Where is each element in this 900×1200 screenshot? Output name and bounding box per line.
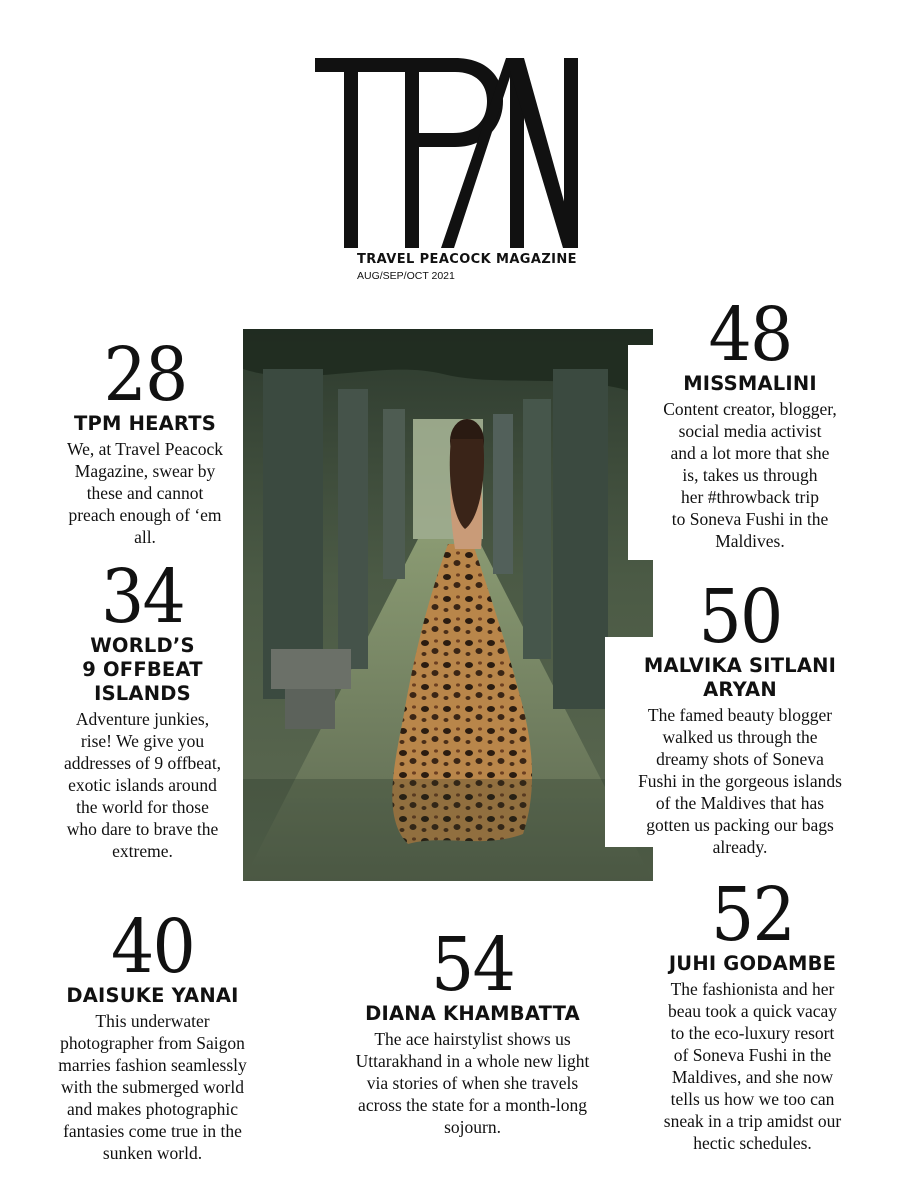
page-number: 40: [111, 904, 194, 990]
contents-entry-28[interactable]: [40, 332, 250, 548]
page-number: 34: [101, 554, 184, 640]
entry-title: MALVIKA SITLANI ARYAN: [643, 654, 837, 701]
contents-entry-40[interactable]: [30, 904, 275, 1164]
page-number: 52: [711, 872, 794, 958]
entry-title: TPM HEARTS: [73, 412, 216, 435]
entry-description: We, at Travel Peacock Magazine, swear by these and cannot preach enough of ‘em all.: [66, 439, 224, 547]
page-number: 48: [708, 292, 792, 378]
contents-entry-52[interactable]: [640, 872, 865, 1154]
entry-title: MISSMALINI: [683, 372, 817, 395]
contents-entry-54[interactable]: [330, 922, 615, 1138]
magazine-name: TRAVEL PEACOCK MAGAZINE: [357, 252, 577, 267]
contents-entry-48[interactable]: [640, 292, 860, 552]
page-number: 28: [103, 332, 187, 418]
contents-entry-50[interactable]: [610, 574, 870, 858]
entry-description: The fashionista and her beau took a quick vacay to the eco-luxury resort of Soneva Fushi in the Maldives, and she now tells us how we too can sneak in a trip amidst our hectic schedules.: [663, 979, 842, 1153]
entry-title: JUHI GODAMBE: [668, 952, 837, 975]
page-number: 54: [431, 922, 514, 1008]
entry-description: The ace hairstylist shows us Uttarakhand in a whole new light via stories of when she travels across the state for a month-long sojourn.: [355, 1029, 590, 1137]
entry-title: WORLD’S 9 OFFBEAT ISLANDS: [82, 634, 203, 705]
entry-title: DAISUKE YANAI: [66, 984, 239, 1007]
cover-photo: [243, 329, 653, 881]
entry-description: Content creator, blogger, social media activist and a lot more that she is, takes us through her #throwback trip to Soneva Fushi in the Maldives.: [663, 399, 837, 551]
issue-date: AUG/SEP/OCT 2021: [357, 270, 455, 282]
contents-entry-34[interactable]: [30, 554, 255, 862]
page-number: 50: [698, 574, 782, 660]
entry-description: Adventure junkies, rise! We give you addresses of 9 offbeat, exotic islands around the world for those who dare to brave the extreme.: [63, 709, 222, 861]
entry-description: This underwater photographer from Saigon marries fashion seamlessly with the submerged world and makes photographic fantasies come true in the sunken world.: [58, 1011, 247, 1163]
entry-description: The famed beauty blogger walked us through the dreamy shots of Soneva Fushi in the gorgeous islands of the Maldives that has gotten us packing our bags already.: [638, 705, 842, 857]
entry-title: DIANA KHAMBATTA: [365, 1002, 580, 1025]
tpm-logo: [315, 55, 590, 255]
